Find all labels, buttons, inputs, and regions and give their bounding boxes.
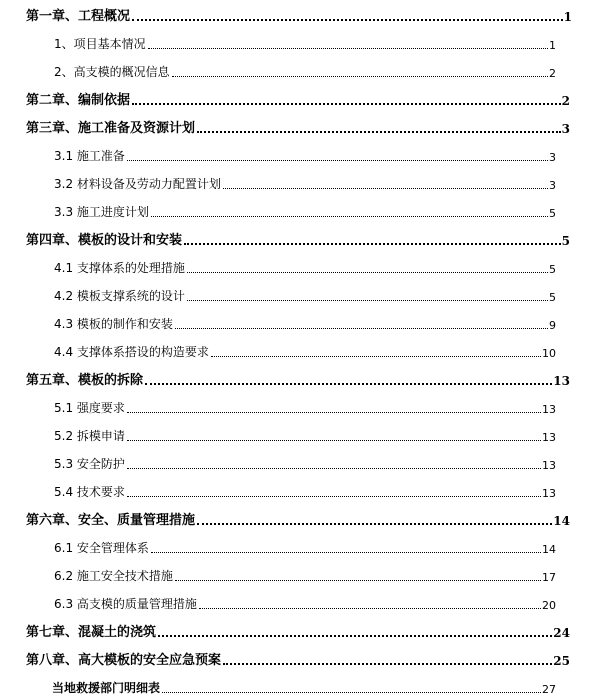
toc-chapter-entry[interactable] [0,366,602,388]
toc-entry-title: 5.3 安全防护 [54,457,125,471]
dot-leader [175,328,548,329]
toc-entry-title: 4.3 模板的制作和安装 [54,317,173,331]
dot-leader [187,272,548,273]
toc-section-entry[interactable] [0,590,602,612]
toc-entry-title: 3.1 施工准备 [54,149,125,163]
dot-leader [172,76,548,77]
toc-page-number: 13 [553,374,570,388]
dot-leader [145,383,552,385]
toc-page-number: 3 [549,151,556,164]
toc-page-number: 5 [549,207,556,220]
dot-leader [162,692,541,693]
toc-entry-title: 4.4 支撑体系搭设的构造要求 [54,345,209,359]
toc-section-entry[interactable] [0,422,602,444]
toc-entry-title: 第八章、高大模板的安全应急预案 [26,653,222,668]
toc-entry-title: 1、项目基本情况 [54,37,146,51]
toc-section-entry[interactable] [0,282,602,304]
toc-chapter-entry[interactable] [0,114,602,136]
toc-section-entry[interactable] [0,142,602,164]
toc-page-number: 13 [542,459,556,472]
toc-chapter-entry[interactable] [0,2,602,24]
dot-leader [151,216,548,217]
dot-leader [127,160,548,161]
toc-page-number: 13 [542,487,556,500]
toc-section-entry[interactable] [0,198,602,220]
toc-section-entry[interactable] [0,30,602,52]
dot-leader [211,356,541,357]
toc-page-number: 20 [542,599,556,612]
toc-page-number: 14 [553,514,570,528]
toc-page-number: 25 [553,654,570,668]
toc-chapter-entry[interactable] [0,646,602,668]
toc-entry-title: 第一章、工程概况 [26,9,131,24]
dot-leader [223,188,548,189]
toc-chapter-entry[interactable] [0,618,602,640]
toc-page-number: 9 [549,319,556,332]
dot-leader [127,468,541,469]
toc-page-number: 3 [549,179,556,192]
toc-page-number: 14 [542,543,556,556]
toc-entry-title: 4.1 支撑体系的处理措施 [54,261,185,275]
toc-entry-title: 5.4 技术要求 [54,485,125,499]
toc-entry-title: 第七章、混凝土的浇筑 [26,625,157,640]
toc-page-number: 5 [549,291,556,304]
toc-entry-title: 第二章、编制依据 [26,93,131,108]
dot-leader [132,103,561,105]
toc-section-entry[interactable] [0,562,602,584]
toc-page-number: 2 [549,67,556,80]
toc-entry-title: 6.3 高支模的质量管理措施 [54,597,197,611]
toc-page-number: 17 [542,571,556,584]
toc-section-entry[interactable] [0,534,602,556]
toc-entry-title: 第四章、模板的设计和安装 [26,233,183,248]
toc-section-entry[interactable] [0,394,602,416]
toc-section-entry[interactable] [0,478,602,500]
toc-page-number: 1 [563,10,572,24]
toc-page-number: 10 [542,347,556,360]
toc-entry-title: 3.2 材料设备及劳动力配置计划 [54,177,221,191]
toc-entry-title: 6.1 安全管理体系 [54,541,149,555]
dot-leader [148,48,548,49]
dot-leader [184,243,561,245]
toc-entry-title: 第六章、安全、质量管理措施 [26,513,196,528]
toc-section-entry[interactable] [0,674,602,696]
dot-leader [197,523,552,525]
toc-entry-title: 3.3 施工进度计划 [54,205,149,219]
toc-chapter-entry[interactable] [0,506,602,528]
toc-section-entry[interactable] [0,310,602,332]
toc-section-entry[interactable] [0,338,602,360]
dot-leader [127,496,541,497]
dot-leader [158,635,552,637]
toc-page-number: 24 [553,626,570,640]
toc-page-number: 2 [561,94,570,108]
toc-section-entry[interactable] [0,450,602,472]
toc-section-entry[interactable] [0,254,602,276]
dot-leader [197,131,561,133]
toc-chapter-entry[interactable] [0,226,602,248]
toc-page-number: 3 [561,122,570,136]
toc-entry-title: 5.2 拆模申请 [54,429,125,443]
dot-leader [127,440,541,441]
toc-entry-title: 4.2 模板支撑系统的设计 [54,289,185,303]
toc-page-number: 5 [561,234,570,248]
toc-entry-title: 第三章、施工准备及资源计划 [26,121,196,136]
toc-section-entry[interactable] [0,58,602,80]
dot-leader [187,300,548,301]
toc-page-number: 27 [542,683,556,696]
toc-entry-title: 第五章、模板的拆除 [26,373,144,388]
toc-chapter-entry[interactable] [0,86,602,108]
dot-leader [199,608,541,609]
toc-entry-title: 6.2 施工安全技术措施 [54,569,173,583]
toc-entry-title: 当地救援部门明细表 [52,681,161,695]
toc-section-entry[interactable] [0,170,602,192]
toc-page-number: 1 [549,39,556,52]
dot-leader [175,580,541,581]
toc-page-number: 13 [542,403,556,416]
dot-leader [127,412,541,413]
dot-leader [132,19,563,21]
toc-page-number: 13 [542,431,556,444]
dot-leader [151,552,541,553]
toc-entry-title: 2、高支模的概况信息 [54,65,170,79]
dot-leader [223,663,552,665]
toc-entry-title: 5.1 强度要求 [54,401,125,415]
toc-page-number: 5 [549,263,556,276]
